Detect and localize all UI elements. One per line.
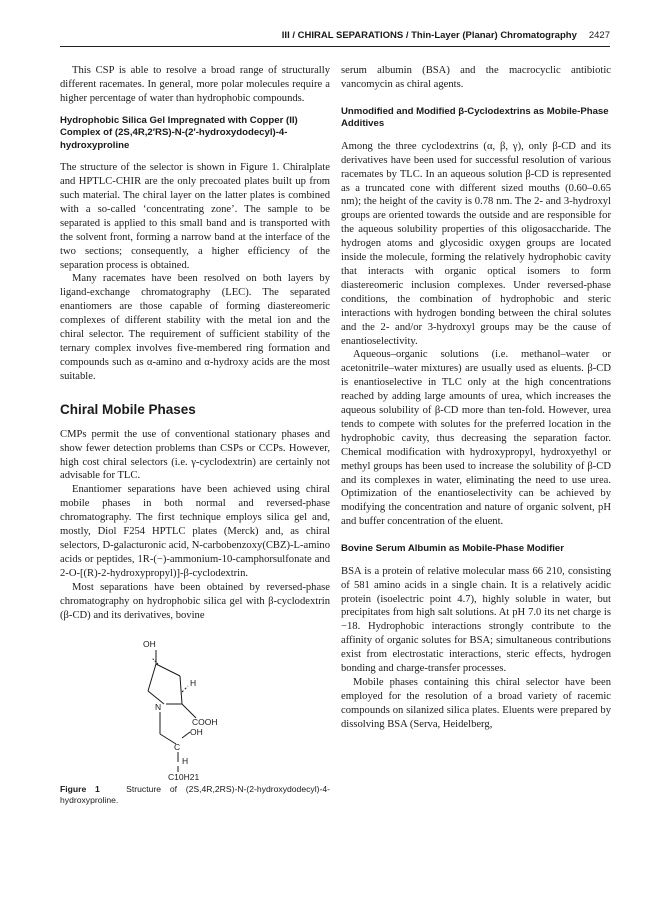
label-h-chain: H [182,756,189,767]
ring-bond-left [148,664,156,691]
label-alkyl: C10H21 [168,772,200,783]
running-title: III / CHIRAL SEPARATIONS / Thin-Layer (Planar) Chromatography [281,30,577,41]
subsection-heading: Bovine Serum Albumin as Mobile-Phase Modifier [341,543,565,555]
header-rule [60,46,610,47]
paragraph: This CSP is able to resolve a broad range of structurally different racemates. In general, more polar molecules require a higher percentage of water than hydrophobic compounds. [60,65,330,104]
paragraph: Aqueous–organic solutions (i.e. methanol–water or acetonitrile–water mixtures) are usually used as eluents. β-CD is enantioselective in TLC only at the high concentrations reached by adding large amounts of urea, which increases the aqueous solubility of β-CD more than ten-fold. However, urea tends to compete with solutes for the preferred location in the hydrophobic cavity, thus decreasing the separation factor. Chemical modification with hydroxypropyl, hydroxyethyl or methyl groups has been used to increase the solubility of β-CD and its complexes in water, eliminating the need to use urea. Optimization of the enantioselectivity can be achieved by modifying the concentration and nature of organic solvent, pH and buffer concentration of the eluent. [341,349,611,528]
bond-oh-stereo [152,658,158,664]
paragraph: Among the three cyclodextrins (α, β, γ), only β-CD and its derivatives have been used for successful resolution of various racemates by TLC. In an aqueous solution β-CD is represented as a truncated cone with different sized mouths (0.60–0.65 nm); the height of the cavity is 0.78 nm. The 2- and 3-hydroxyl groups are oriented towards the outside and are responsible for the aqueous solubility properties of this oligosaccharide. The hydrogen atoms and glycosidic oxygen groups are located inside the molecule, forming the relatively hydrophobic cavity that interacts with organic optical isomers to form diastereomeric inclusion complexes. Under reversed-phase conditions, the combination of hydrophobic and steric interactions with hydrogen bonding between the chiral solutes and the 2- and/or 3-hydroxyl groups may be the cause of enantioselectivity. [341,140,611,347]
label-c: C [174,742,181,753]
ring-bond-top [156,664,180,676]
label-cooh: COOH [192,717,218,728]
caption-label: Figure 1 [60,784,100,795]
subsection-heading: Hydrophobic Silica Gel Impregnated with Copper (II) Complex of (2S,4R,2′RS)-N-(2′-hydroxydodecyl)-4-hydroxyproline [60,114,298,151]
caption-text: Structure of (2S,4R,2RS)-N-(2-hydroxydodecyl)-4-hydroxyproline. [60,784,330,806]
bond-c-oh [182,732,190,738]
label-oh-chain: OH [190,727,203,738]
paragraph: BSA is a protein of relative molecular mass 66 210, consisting of 581 amino acids in a single chain. It is a relatively acidic protein (isoelectric point 4.7), highly soluble in water, but precipitates from high salt solutions. At pH 7.0 its net charge is −18. Hydrophobic interactions strongly contribute to the affinity of organic solutes for BSA; simultaneous contributions exist from electrostatic interactions, steric effects, hydrogen bonding and charge-transfer processes. [341,565,611,675]
paragraph: CMPs permit the use of conventional stationary phases and show fewer detection problems than CSPs or CCPs. However, high cost chiral selectors (i.e. γ-cyclodextrin) are certainly not advisable for TLC. [60,428,330,482]
subsection-heading: Unmodified and Modified β-Cyclodextrins as Mobile-Phase Additives [341,105,609,130]
figure-caption [60,784,330,806]
figure-1 [60,636,330,784]
paragraph: Most separations have been obtained by reversed-phase chromatography on hydrophobic silica gel with β-cyclodextrin (β-CD) and its derivatives, bovine [60,581,330,621]
left-column [60,64,330,806]
paragraph: The structure of the selector is shown in Figure 1. Chiralplate and HPTLC-CHIR are the only precoated plates built up from such material. The chiral layer on the latter plates is combined with a so-called ‘concentrating zone’. The sample to be separated is applied to this small band and is transported with the solvent front, forming a narrow band at the interface of the two sections; consequently, a higher efficiency of the separation process is obtained. [60,162,330,271]
chemical-structure-diagram [138,636,258,784]
label-n: N [155,702,162,713]
bond-h-ring [182,686,188,692]
ring-bond-right [180,676,182,704]
page-number: 2427 [588,30,610,41]
section-heading: Chiral Mobile Phases [60,401,196,417]
paragraph: Many racemates have been resolved on both layers by ligand-exchange chromatography (LEC). The separated enantiomers are those capable of forming diastereomeric complexes of different stability with the metal ion and the chiral selector. The requirement of sufficient stability of the ternary complex involves five-membered ring formation and compounds such as α-amino and α-hydroxy acids are the most suitable. [60,273,330,382]
bond-cooh [182,704,196,718]
paragraph: Enantiomer separations have been achieved using chiral mobile phases in both normal and reversed-phase chromatography. The first technique employs silica gel and, mostly, Diol F254 HPTLC plates (Merck) and, as chiral selectors, D-galacturonic acid, N-carbobenzoxy(CBZ)-L-amino acids or peptides, 1R-(−)-ammonium-10-camphorsulfonate and 2-O-[(R)-2-hydroxypropyl)]-β-cyclodextrin. [60,484,330,579]
running-header [60,30,610,44]
paragraph: Mobile phases containing this chiral selector have been employed for the resolution of a broad variety of racemic compounds on silanized silica plates. Eluents were prepared by dissolving BSA (Serva, Heidelberg, [341,676,611,730]
paragraph: serum albumin (BSA) and the macrocyclic antibiotic vancomycin as chiral agents. [341,65,611,90]
right-column [341,64,611,732]
label-h-ring: H [190,678,197,689]
label-oh-top: OH [143,639,156,650]
